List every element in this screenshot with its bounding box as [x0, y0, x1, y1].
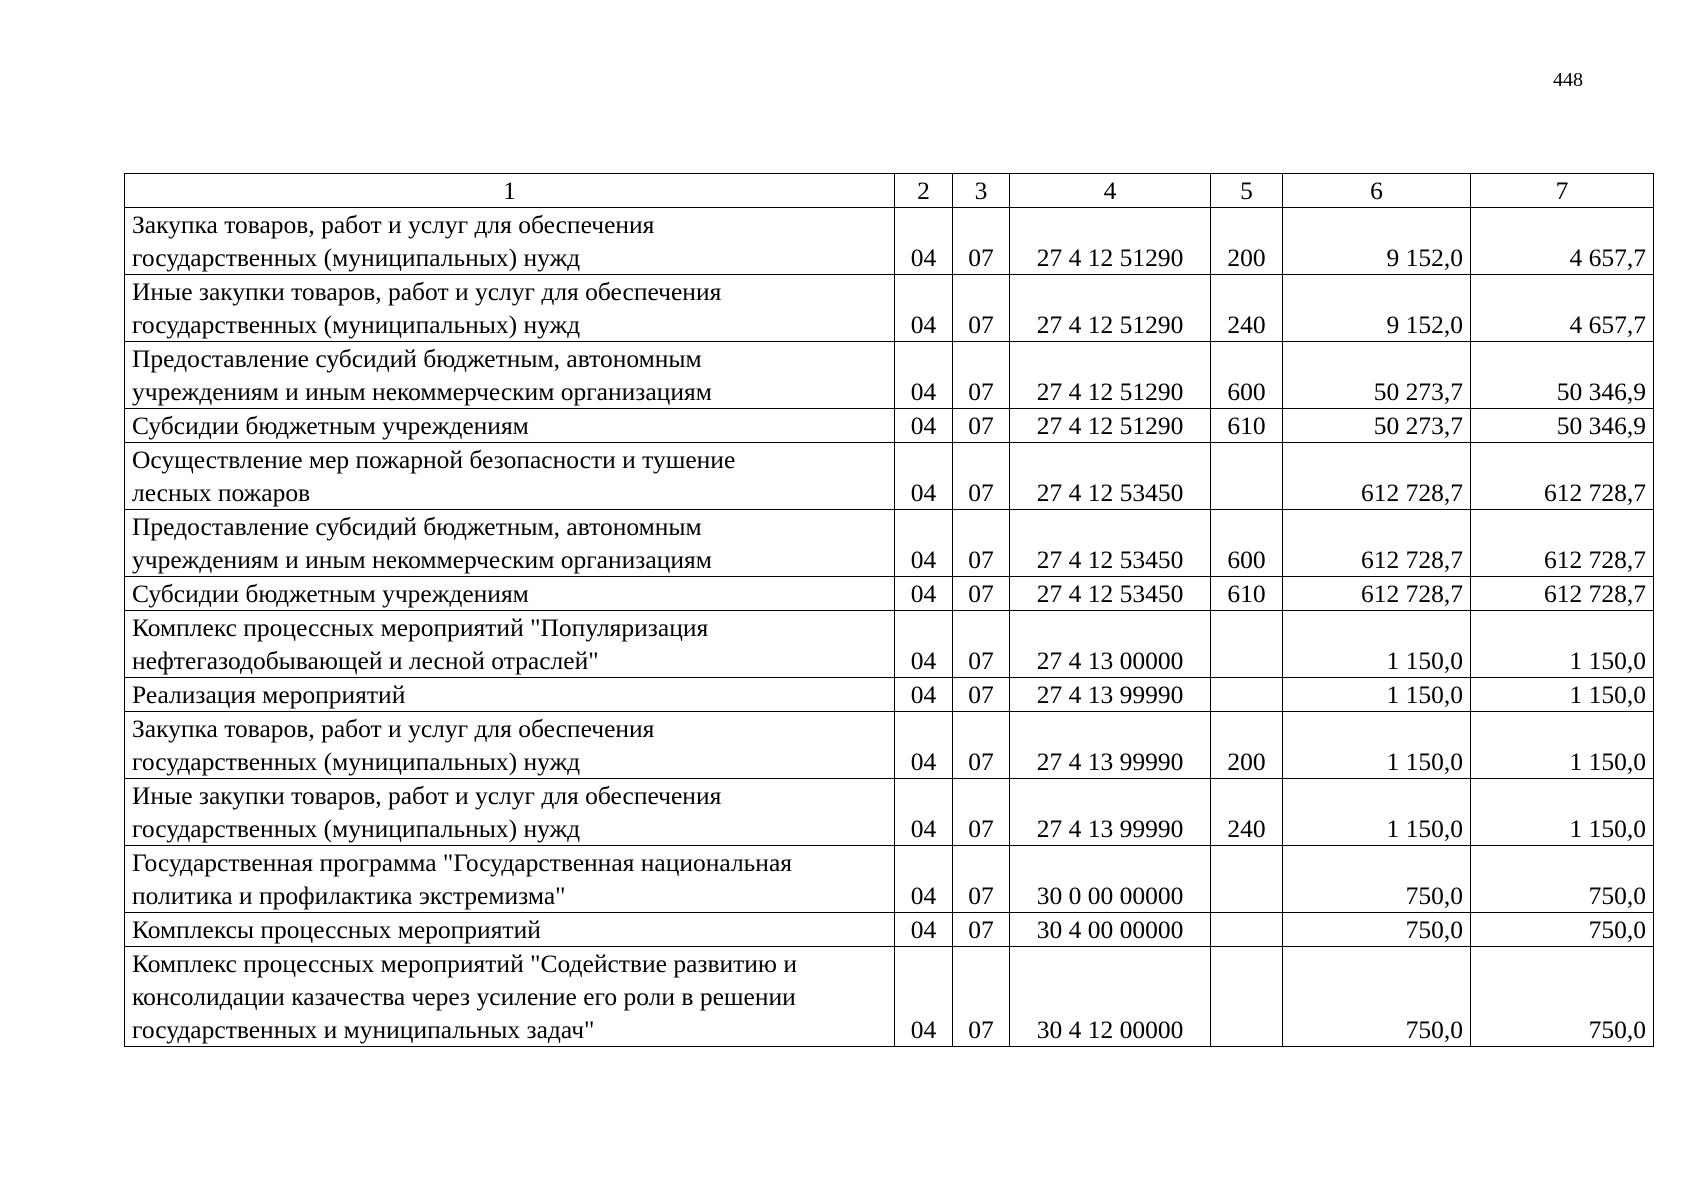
cell-amount-2: 1 150,0 [1471, 611, 1654, 678]
cell-section: 04 [895, 443, 953, 510]
cell-subsection: 07 [953, 342, 1010, 409]
cell-name: Субсидии бюджетным учреждениям [125, 577, 895, 611]
cell-subsection: 07 [953, 577, 1010, 611]
table-row [125, 913, 1654, 947]
column-header: 6 [1283, 174, 1471, 208]
cell-name: Закупка товаров, работ и услуг для обеспечения государственных (муниципальных) нужд [125, 712, 895, 779]
column-header: 2 [895, 174, 953, 208]
cell-subsection: 07 [953, 913, 1010, 947]
cell-section: 04 [895, 779, 953, 846]
cell-amount-1: 750,0 [1283, 913, 1471, 947]
header-row [125, 174, 1654, 208]
column-header: 7 [1471, 174, 1654, 208]
cell-expense-type: 240 [1211, 779, 1283, 846]
cell-name: Комплексы процессных мероприятий [125, 913, 895, 947]
table-row [125, 275, 1654, 342]
table-row [125, 678, 1654, 712]
cell-section: 04 [895, 409, 953, 443]
table-row [125, 409, 1654, 443]
cell-amount-2: 612 728,7 [1471, 510, 1654, 577]
cell-expense-type: 200 [1211, 208, 1283, 275]
cell-amount-1: 50 273,7 [1283, 409, 1471, 443]
cell-subsection: 07 [953, 510, 1010, 577]
cell-expense-type: 600 [1211, 510, 1283, 577]
cell-amount-2: 750,0 [1471, 846, 1654, 913]
cell-section: 04 [895, 208, 953, 275]
cell-name: Субсидии бюджетным учреждениям [125, 409, 895, 443]
table-row [125, 577, 1654, 611]
cell-amount-1: 1 150,0 [1283, 712, 1471, 779]
table-row [125, 947, 1654, 1047]
cell-subsection: 07 [953, 712, 1010, 779]
cell-section: 04 [895, 947, 953, 1047]
cell-name: Реализация мероприятий [125, 678, 895, 712]
cell-target-article: 27 4 13 99990 [1010, 779, 1211, 846]
cell-target-article: 27 4 12 53450 [1010, 510, 1211, 577]
cell-target-article: 30 4 00 00000 [1010, 913, 1211, 947]
cell-amount-2: 750,0 [1471, 947, 1654, 1047]
cell-target-article: 27 4 13 00000 [1010, 611, 1211, 678]
cell-name: Закупка товаров, работ и услуг для обеспечения государственных (муниципальных) нужд [125, 208, 895, 275]
cell-section: 04 [895, 611, 953, 678]
column-header: 3 [953, 174, 1010, 208]
table-row [125, 510, 1654, 577]
cell-amount-2: 612 728,7 [1471, 443, 1654, 510]
cell-target-article: 27 4 12 51290 [1010, 208, 1211, 275]
cell-amount-2: 750,0 [1471, 913, 1654, 947]
cell-amount-2: 4 657,7 [1471, 208, 1654, 275]
cell-subsection: 07 [953, 611, 1010, 678]
column-header: 1 [125, 174, 895, 208]
cell-section: 04 [895, 913, 953, 947]
table-row [125, 208, 1654, 275]
cell-target-article: 27 4 12 51290 [1010, 409, 1211, 443]
cell-amount-1: 750,0 [1283, 846, 1471, 913]
page-number: 448 [1553, 69, 1583, 91]
cell-subsection: 07 [953, 275, 1010, 342]
cell-section: 04 [895, 678, 953, 712]
cell-amount-2: 1 150,0 [1471, 712, 1654, 779]
table-row [125, 779, 1654, 846]
cell-subsection: 07 [953, 443, 1010, 510]
cell-expense-type [1211, 678, 1283, 712]
cell-subsection: 07 [953, 779, 1010, 846]
cell-name: Предоставление субсидий бюджетным, автономным учреждениям и иным некоммерческим организациям [125, 342, 895, 409]
table-row [125, 611, 1654, 678]
cell-amount-1: 9 152,0 [1283, 208, 1471, 275]
cell-amount-2: 1 150,0 [1471, 779, 1654, 846]
column-header: 4 [1010, 174, 1211, 208]
cell-section: 04 [895, 342, 953, 409]
cell-amount-2: 50 346,9 [1471, 409, 1654, 443]
table-body [125, 208, 1654, 1047]
cell-name: Комплекс процессных мероприятий "Содействие развитию и консолидации казачества через усиление его роли в решении государственных и муниципальных задач" [125, 947, 895, 1047]
cell-expense-type: 610 [1211, 409, 1283, 443]
table-row [125, 712, 1654, 779]
cell-amount-2: 4 657,7 [1471, 275, 1654, 342]
cell-subsection: 07 [953, 678, 1010, 712]
cell-target-article: 27 4 13 99990 [1010, 678, 1211, 712]
cell-amount-1: 612 728,7 [1283, 443, 1471, 510]
cell-subsection: 07 [953, 947, 1010, 1047]
cell-expense-type [1211, 846, 1283, 913]
cell-section: 04 [895, 510, 953, 577]
cell-expense-type: 600 [1211, 342, 1283, 409]
cell-target-article: 27 4 12 53450 [1010, 443, 1211, 510]
table-row [125, 443, 1654, 510]
cell-section: 04 [895, 712, 953, 779]
cell-section: 04 [895, 846, 953, 913]
cell-amount-2: 1 150,0 [1471, 678, 1654, 712]
cell-amount-1: 1 150,0 [1283, 678, 1471, 712]
cell-amount-2: 50 346,9 [1471, 342, 1654, 409]
cell-section: 04 [895, 275, 953, 342]
cell-amount-2: 612 728,7 [1471, 577, 1654, 611]
cell-target-article: 27 4 12 51290 [1010, 275, 1211, 342]
cell-expense-type [1211, 611, 1283, 678]
cell-name: Осуществление мер пожарной безопасности и тушение лесных пожаров [125, 443, 895, 510]
cell-amount-1: 1 150,0 [1283, 611, 1471, 678]
cell-target-article: 30 4 12 00000 [1010, 947, 1211, 1047]
cell-target-article: 27 4 13 99990 [1010, 712, 1211, 779]
cell-name: Предоставление субсидий бюджетным, автономным учреждениям и иным некоммерческим организациям [125, 510, 895, 577]
cell-amount-1: 612 728,7 [1283, 577, 1471, 611]
cell-amount-1: 9 152,0 [1283, 275, 1471, 342]
column-header: 5 [1211, 174, 1283, 208]
cell-amount-1: 50 273,7 [1283, 342, 1471, 409]
cell-subsection: 07 [953, 846, 1010, 913]
cell-expense-type [1211, 913, 1283, 947]
cell-subsection: 07 [953, 409, 1010, 443]
cell-expense-type [1211, 947, 1283, 1047]
cell-expense-type: 240 [1211, 275, 1283, 342]
cell-section: 04 [895, 577, 953, 611]
cell-subsection: 07 [953, 208, 1010, 275]
cell-name: Иные закупки товаров, работ и услуг для обеспечения государственных (муниципальных) нужд [125, 275, 895, 342]
cell-expense-type: 200 [1211, 712, 1283, 779]
cell-expense-type [1211, 443, 1283, 510]
table-row [125, 342, 1654, 409]
cell-amount-1: 1 150,0 [1283, 779, 1471, 846]
cell-name: Государственная программа "Государственная национальная политика и профилактика экстремизма" [125, 846, 895, 913]
cell-name: Иные закупки товаров, работ и услуг для обеспечения государственных (муниципальных) нужд [125, 779, 895, 846]
cell-amount-1: 612 728,7 [1283, 510, 1471, 577]
cell-target-article: 30 0 00 00000 [1010, 846, 1211, 913]
budget-table [124, 173, 1654, 1047]
cell-target-article: 27 4 12 53450 [1010, 577, 1211, 611]
cell-target-article: 27 4 12 51290 [1010, 342, 1211, 409]
cell-name: Комплекс процессных мероприятий "Популяризация нефтегазодобывающей и лесной отраслей" [125, 611, 895, 678]
cell-expense-type: 610 [1211, 577, 1283, 611]
cell-amount-1: 750,0 [1283, 947, 1471, 1047]
table-row [125, 846, 1654, 913]
